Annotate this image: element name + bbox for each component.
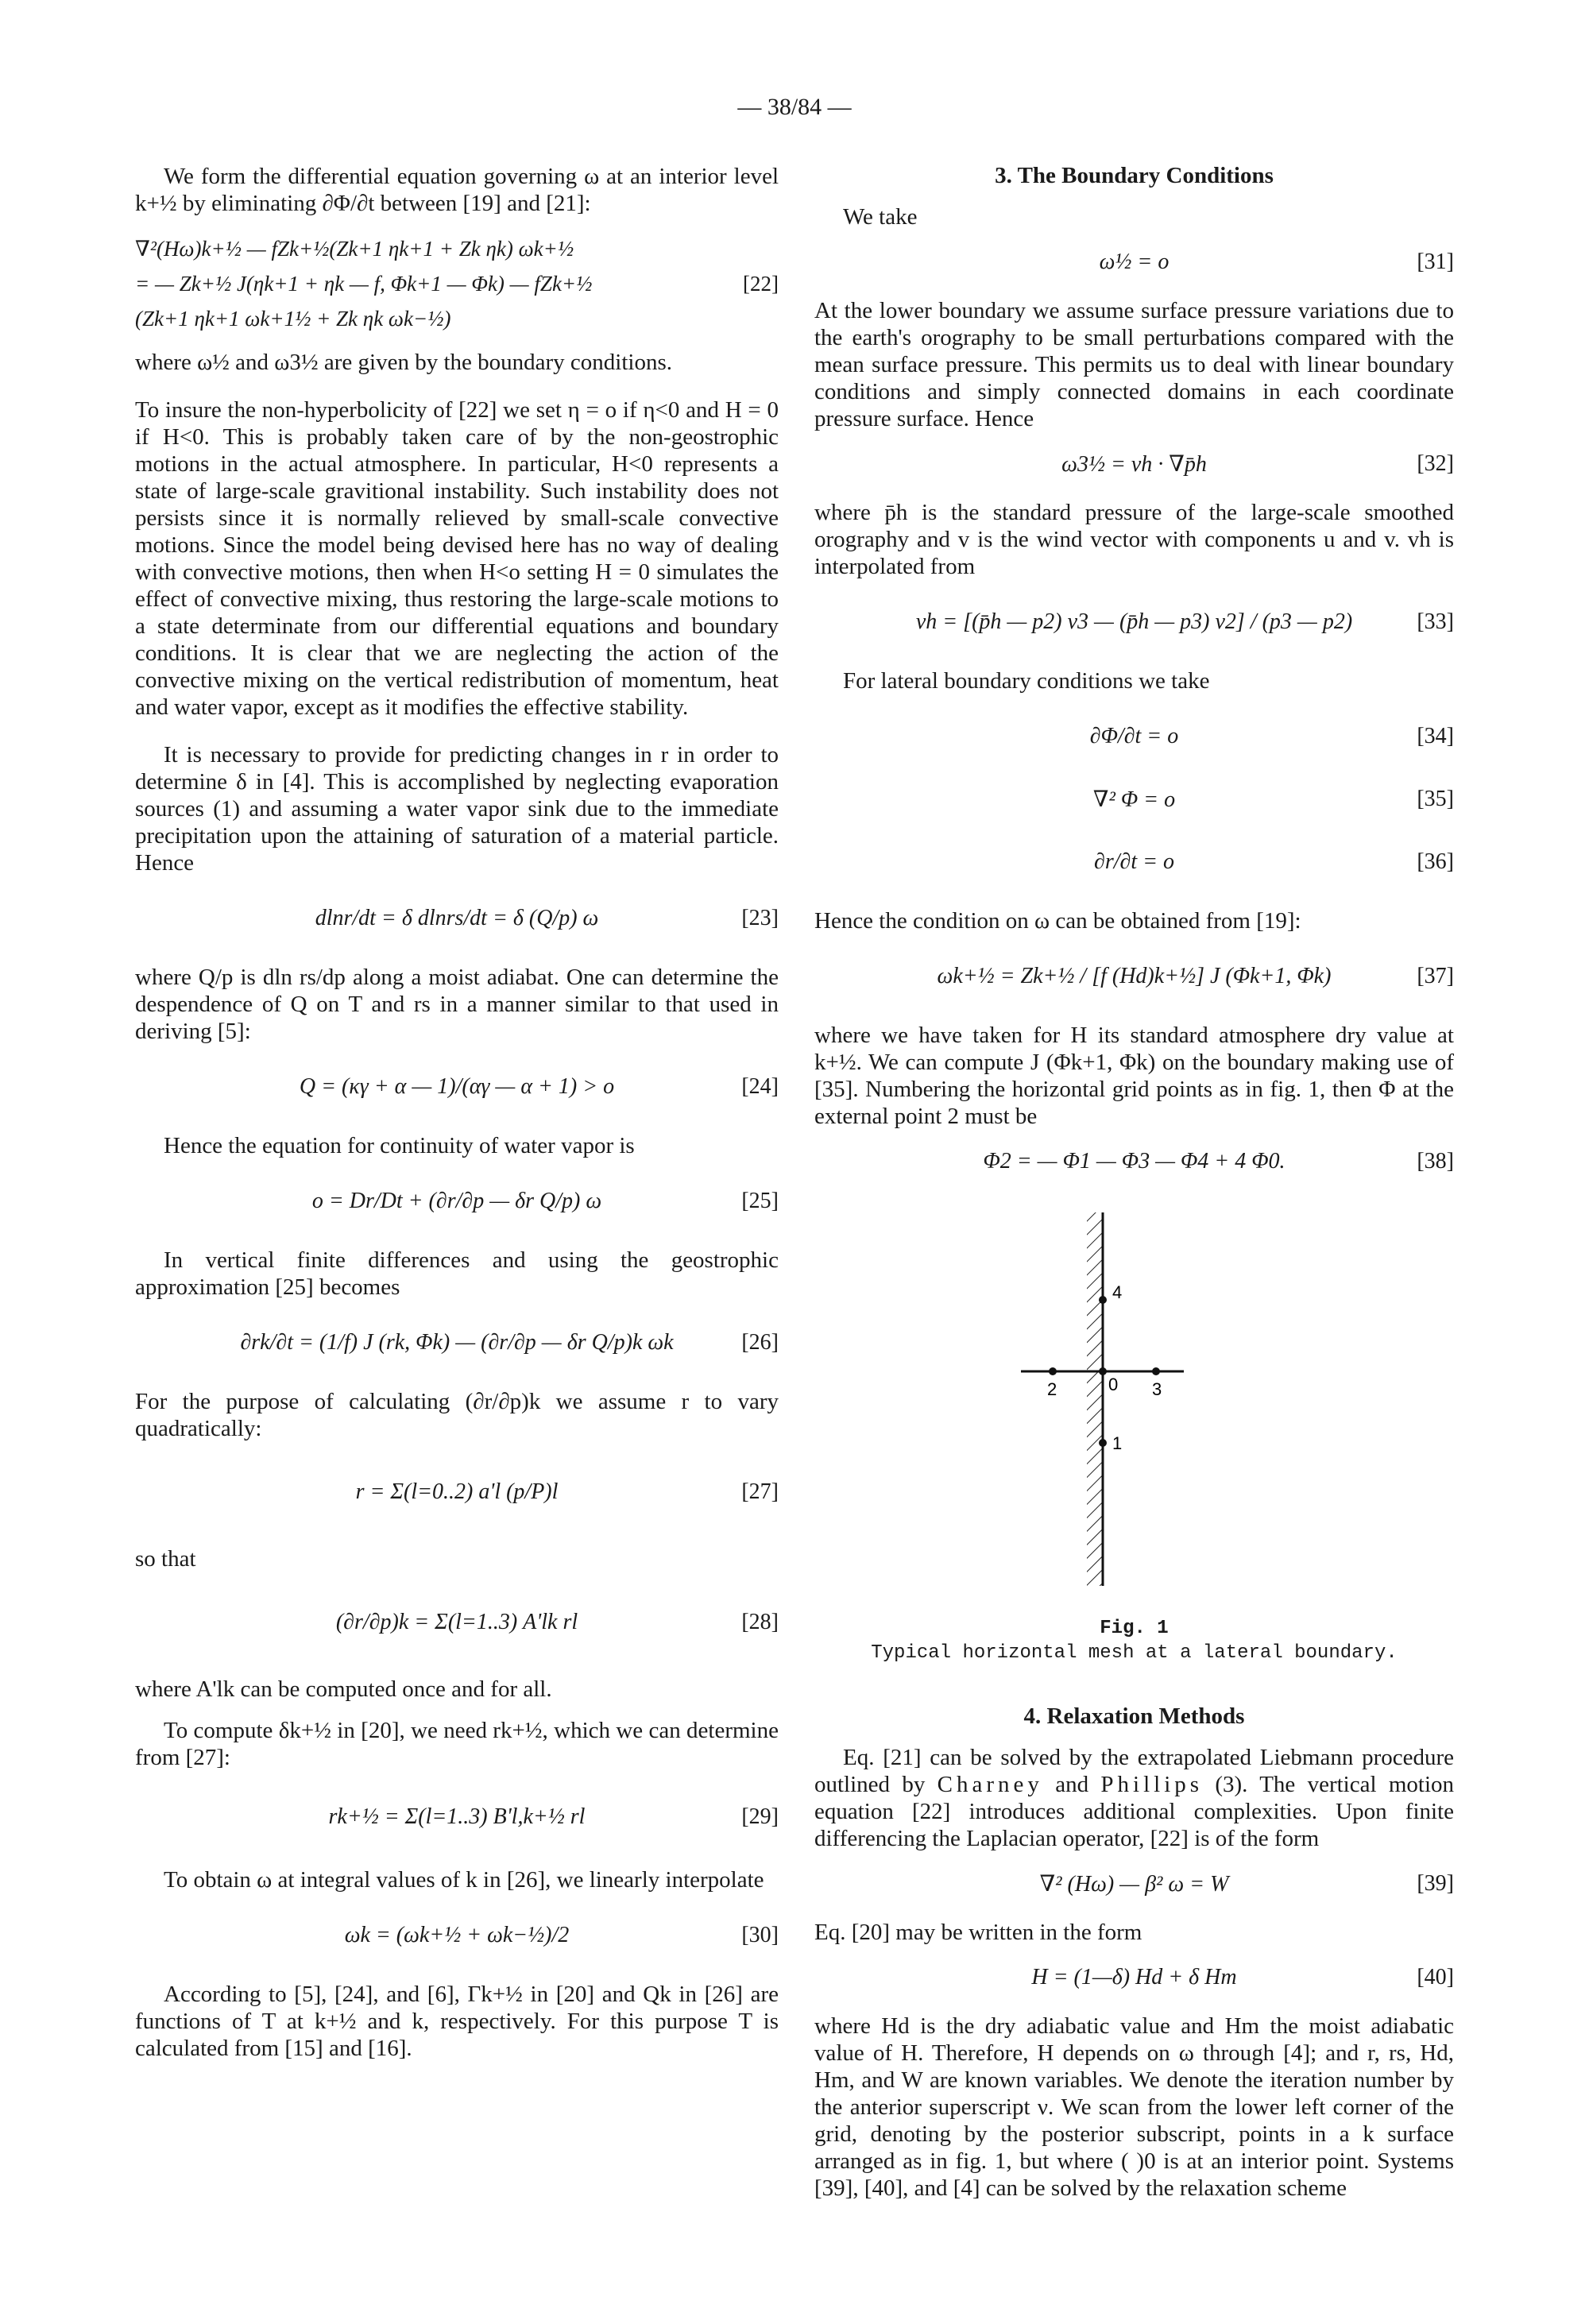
paragraph: so that [135,1546,196,1572]
equation-number: [27] [741,1479,779,1504]
grid-point-1 [1099,1439,1107,1447]
equation-31 [814,245,1454,280]
left-column [135,163,779,2076]
equation-number: [28] [741,1610,779,1634]
equation-22-line1: ∇²(Hω)k+½ — fZk+½(Zk+1 ηk+1 + Zk ηk) ωk+½ [135,237,574,261]
grid-point-2 [1049,1367,1057,1375]
equation-body: rk+½ = Σ(l=1..3) B'l,k+½ rl [328,1804,586,1829]
paragraph: To obtain ω at integral values of k in [26], we linearly interpolate [164,1867,764,1893]
author-name: Charney [937,1772,1043,1797]
equation-body: H = (1—δ) Hd + δ Hm [1031,1965,1237,1990]
paragraph: where Q/p is dln rs/dp along a moist adiabat. One can determine the despendence of Q on T and rs in a manner similar to that used in deriving [5]: [135,965,779,1044]
author-name: Phillips [1100,1772,1204,1797]
equation-34 [814,709,1454,764]
equation-number: [23] [741,906,779,930]
equation-number: [39] [1417,1871,1454,1896]
equation-number: [25] [741,1189,779,1213]
paragraph: For lateral boundary conditions we take [843,668,1210,694]
equation-body: ω3½ = vh · ∇p̄h [1061,452,1207,477]
grid-label-1: 1 [1112,1433,1123,1453]
paragraph: We take [843,204,918,230]
equation-body: r = Σ(l=0..2) a'l (p/P)l [355,1479,559,1504]
paragraph: To compute δk+½ in [20], we need rk+½, which we can determine from [27]: [135,1718,779,1770]
equation-number: [24] [741,1074,779,1099]
page-number: — 38/84 — [737,94,852,120]
paragraph: For the purpose of calculating (∂r/∂p)k we assume r to vary quadratically: [135,1389,779,1441]
figure-number: Fig. 1 [1100,1618,1169,1639]
equation-30 [135,1908,779,1963]
equation-28 [135,1587,779,1658]
equation-body: ∂r/∂t = o [1093,849,1175,874]
boundary-hatch [1087,1212,1103,1586]
equation-38 [814,1144,1454,1179]
paragraph: where p̄h is the standard pressure of the large-scale smoothed orography and v is the wind vector with components u and v. vh is interpolated from [814,500,1454,579]
paragraph: Hence the equation for continuity of water vapor is [164,1133,635,1158]
paragraph: According to [5], [24], and [6], Γk+½ in [20] and Qk in [26] are functions of T at k+½ and k, respectively. For this purpose T is calculated from [15] and [16]. [135,1982,779,2061]
grid-point-4 [1099,1296,1107,1304]
right-column [814,163,1454,2216]
text-run: (3). The vertical motion equation [22] introduces additional complexities. Upon finite differencing the Laplacian operator, [22] is of the form [814,1772,1454,1851]
grid-label-4: 4 [1112,1282,1123,1302]
equation-22 [135,231,779,336]
equation-22-line3: (Zk+1 ηk+1 ωk+1½ + Zk ηk ωk−½) [135,307,451,331]
equation-number: [31] [1417,249,1454,274]
paragraph: We form the differential equation governing ω at an interior level k+½ by eliminating ∂Φ/∂t between [19] and [21]: [135,164,779,216]
equation-39 [814,1866,1454,1901]
equation-33 [814,594,1454,650]
text-run: and [1042,1772,1101,1797]
equation-number: [33] [1417,609,1454,634]
equation-body: ωk+½ = Zk+½ / [f (Hd)k+½] J (Φk+1, Φk) [937,964,1332,988]
section-heading: 3. The Boundary Conditions [995,163,1274,188]
equation-24 [135,1059,779,1115]
equation-25 [135,1174,779,1229]
mesh-diagram [814,1197,1454,1610]
equation-body: Φ2 = — Φ1 — Φ3 — Φ4 + 4 Φ0. [983,1149,1286,1174]
equation-body: vh = [(p̄h — p2) v3 — (p̄h — p3) v2] / (p3 — p2) [915,609,1353,634]
paragraph: At the lower boundary we assume surface pressure variations due to the earth's orography to be small perturbations compared with the mean surface pressure. This permits us to deal with linear boundary conditions and simply connected domains in each coordinate pressure surface. Hence [814,298,1454,431]
equation-number: [35] [1417,787,1454,811]
paragraph: Eq. [20] may be written in the form [814,1920,1142,1945]
equation-number: [30] [741,1923,779,1947]
grid-label-3: 3 [1152,1379,1162,1399]
equation-body: o = Dr/Dt + (∂r/∂p — δr Q/p) ω [311,1189,602,1213]
equation-36 [814,834,1454,890]
equation-number: [38] [1417,1149,1454,1174]
equation-29 [135,1785,779,1849]
text-run: Eq. [21] can be solved by the extrapolated Liebmann procedure outlined by [814,1745,1454,1797]
paragraph: To insure the non-hyperbolicity of [22] we set η = o if η<0 and H = 0 if H<0. This is probably taken care of by the non-geostrophic motions in the actual atmosphere. In particular, H<0 represents a state of large-scale gravitional instability. Such instability does not persists since it is normally relieved by small-scale convective motions. Since the model being devised here has no way of dealing with convective motions, then when H<o setting H = 0 simulates the effect of convective mixing, thus restoring the large-scale motions to a state determinate from our differential equations and boundary conditions. It is clear that we are neglecting the action of the convective mixing on the vertical redistribution of momentum, heat and water vapor, except as it modifies the effective stability. [135,397,779,720]
equation-26 [135,1315,779,1371]
equation-22-line2: = — Zk+½ J(ηk+1 + ηk — f, Φk+1 — Φk) — fZk+½ [135,272,593,296]
grid-label-2: 2 [1047,1379,1057,1399]
figure-caption: Typical horizontal mesh at a lateral boundary. [871,1642,1398,1664]
equation-body: ωk = (ωk+½ + ωk−½)/2 [344,1923,570,1947]
equation-37 [814,949,1454,1004]
equation-number: [26] [741,1330,779,1355]
paragraph [814,1744,1454,1852]
grid-label-0: 0 [1108,1375,1119,1394]
equation-40 [814,1960,1454,1995]
equation-number: [37] [1417,964,1454,988]
equation-35 [814,782,1454,817]
equation-body: ∇² Φ = o [1092,787,1176,812]
equation-body: ω½ = o [1099,249,1170,274]
paragraph: where we have taken for H its standard atmosphere dry value at k+½. We can compute J (Φk+1, Φk) on the boundary making use of [35]. Numbering the horizontal grid points as in fig. 1, then Φ at the external point 2 must be [814,1023,1454,1129]
paragraph: where ω½ and ω3½ are given by the boundary conditions. [135,350,673,375]
paragraph: where Hd is the dry adiabatic value and Hm the moist adiabatic value of H. Therefore, H depends on ω through [4]; and r, rs, Hd, Hm, and W are known variables. We denote the iteration number by the anterior superscript ν. We scan from the lower left corner of the grid, denoting by the posterior subscript, points in a k surface arranged as in fig. 1, but where ( )0 is at an interior point. Systems [39], [40], and [4] can be solved by the relaxation scheme [814,2013,1454,2201]
paragraph: It is necessary to provide for predicting changes in r in order to determine δ in [4]. This is accomplished by neglecting evaporation sources (1) and assuming a water vapor sink due to the immediate precipitation upon the attaining of saturation of a material particle. Hence [135,742,779,876]
equation-number: [29] [741,1804,779,1829]
equation-27 [135,1456,779,1528]
equation-body: ∂rk/∂t = (1/f) J (rk, Φk) — (∂r/∂p — δr Q/p)k ωk [240,1330,674,1355]
equation-body: Q = (κγ + α — 1)/(αγ — α + 1) > o [299,1074,615,1099]
equation-number: [32] [1417,451,1454,476]
equation-number: [36] [1417,849,1454,874]
equation-body: ∂Φ/∂t = o [1089,724,1179,748]
equation-32 [814,447,1454,481]
equation-number: [40] [1417,1965,1454,1990]
paragraph: Hence the condition on ω can be obtained from [19]: [814,908,1301,934]
equation-23 [135,891,779,946]
paragraph: In vertical finite differences and using the geostrophic approximation [25] becomes [135,1247,779,1300]
equation-body: dlnr/dt = δ dlnrs/dt = δ (Q/p) ω [315,906,599,930]
equation-number: [34] [1417,724,1454,748]
equation-number: [22] [743,272,779,296]
paragraph: where A'lk can be computed once and for all. [135,1676,552,1702]
equation-body: ∇² (Hω) — β² ω = W [1039,1872,1229,1897]
equation-body: (∂r/∂p)k = Σ(l=1..3) A'lk rl [335,1610,578,1634]
grid-point-0 [1099,1367,1107,1375]
grid-point-3 [1152,1367,1160,1375]
figure-1 [814,1197,1454,1610]
section-heading: 4. Relaxation Methods [1023,1703,1245,1729]
